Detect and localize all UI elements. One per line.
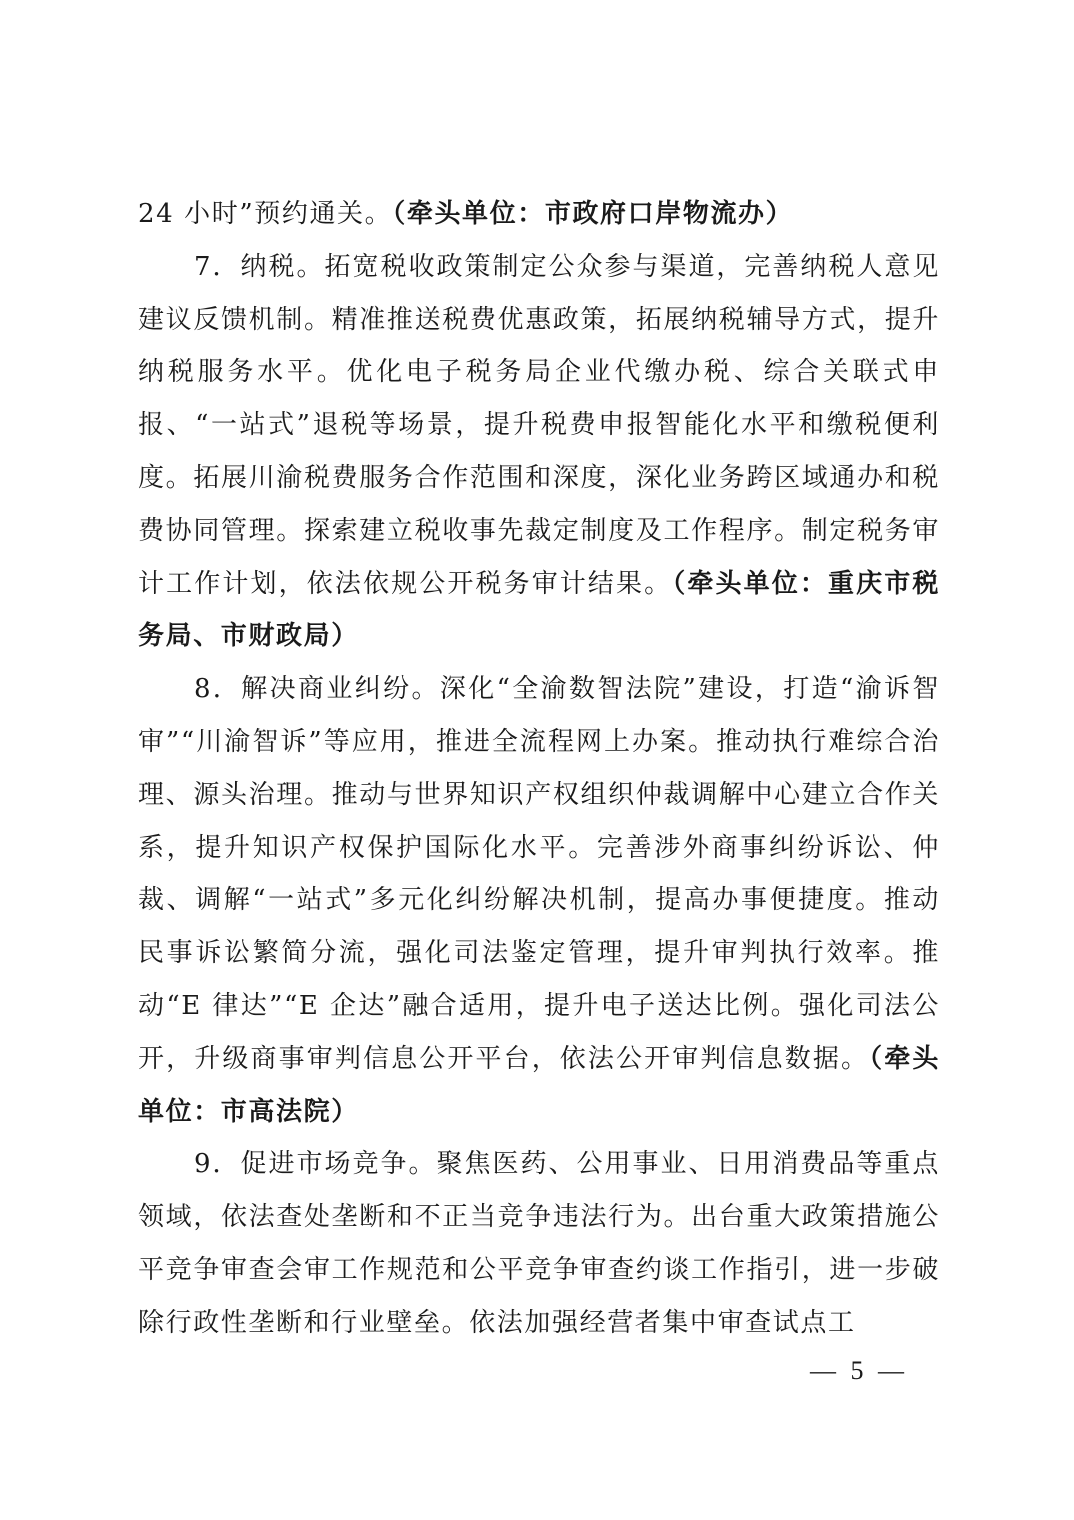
paragraph-commercial-disputes: [138, 663, 940, 1138]
paragraph-text: 7．纳税。拓宽税收政策制定公众参与渠道，完善纳税人意见建议反馈机制。精准推送税费优惠政策，拓展纳税辅导方式，提升纳税服务水平。优化电子税务局企业代缴办税、综合关联式申报、“一站式”退税等场景，提升税费申报智能化水平和缴税便利度。拓展川渝税费服务合作范围和深度，深化业务跨区域通办和税费协同管理。探索建立税收事先裁定制度及工作程序。制定税务审计工作计划，依法依规公开税务审计结果。: [138, 251, 940, 599]
paragraph-text: 24 小时”预约通关。: [138, 199, 393, 229]
lead-unit: （牵头单位：市高法院）: [138, 1043, 940, 1127]
lead-unit: （牵头单位：市政府口岸物流办）: [392, 199, 794, 229]
paragraph-market-competition: [138, 1138, 940, 1349]
lead-unit: （牵头单位：重庆市税务局、市财政局）: [138, 568, 940, 652]
page-number: — 5 —: [810, 1356, 908, 1385]
paragraph-taxation: [138, 241, 940, 663]
paragraph-text: 8．解决商业纠纷。深化“全渝数智法院”建设，打造“渝诉智审”“川渝智诉”等应用，推进全流程网上办案。推动执行难综合治理、源头治理。推动与世界知识产权组织仲裁调解中心建立合作关系，提升知识产权保护国际化水平。完善涉外商事纠纷诉讼、仲裁、调解“一站式”多元化纠纷解决机制，提高办事便捷度。推动民事诉讼繁简分流，强化司法鉴定管理，提升审判执行效率。推动“E 律达”“E 企达”融合适用，提升电子送达比例。强化司法公开，升级商事审判信息公开平台，依法公开审判信息数据。: [138, 674, 940, 1074]
paragraph-text: 9．促进市场竞争。聚焦医药、公用事业、日用消费品等重点领域，依法查处垄断和不正当竞争违法行为。出台重大政策措施公平竞争审查会审工作规范和公平竞争审查约谈工作指引，进一步破除行政性垄断和行业壁垒。依法加强经营者集中审查试点工: [138, 1149, 940, 1338]
document-body: [138, 188, 940, 1350]
paragraph-continuation: [138, 188, 940, 241]
